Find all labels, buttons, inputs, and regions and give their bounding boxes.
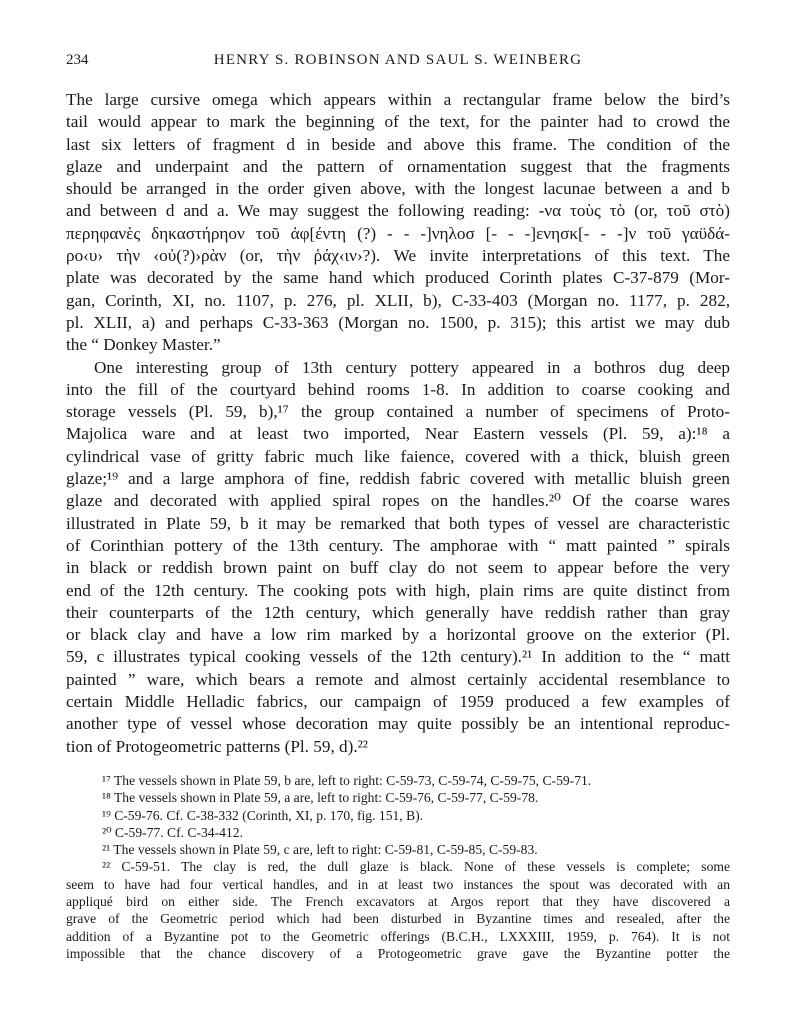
text-line: Majolica ware and at least two imported, Near Eastern vessels (Pl. 59, a):¹⁸ a xyxy=(66,424,730,444)
text-line: tion of Protogeometric patterns (Pl. 59, d).²² xyxy=(66,736,368,756)
text-line: gan, Corinth, XI, no. 1107, p. 276, pl. XLII, b), C-33-403 (Morgan no. 1177, p. 282, xyxy=(66,290,730,310)
footnote: ²¹ The vessels shown in Plate 59, c are, left to right: C-59-81, C-59-85, C-59-83. xyxy=(102,842,538,858)
text-line: last six letters of fragment d in beside and above this frame. The condition of the xyxy=(66,134,730,154)
text-line: should be arranged in the order given above, with the longest lacunae between a and b xyxy=(66,179,730,199)
footnotes xyxy=(66,772,730,962)
text-line: ρο‹υ› τὴν ‹οὐ(?)›ρὰν (or, τὴν ῥάχ‹ιν›?). We invite interpretations of this text. The xyxy=(66,246,730,266)
text-line: end of the 12th century. The cooking pots with high, plain rims are quite distinct from xyxy=(66,580,730,600)
page-header xyxy=(66,52,730,74)
text-line: cylindrical vase of gritty fabric much like faience, covered with a thick, bluish green xyxy=(66,446,730,466)
text-line: certain Middle Helladic fabrics, our campaign of 1959 produced a few examples of xyxy=(66,692,730,712)
text-line: One interesting group of 13th century pottery appeared in a bothros dug deep xyxy=(94,357,730,377)
text-line: περηφανὲς δηκαστήρηον τοῦ ἀφ[έντη (?) - - -]νηλοσ [- - -]ενησκ[- - -]ν τοῦ γαϋδά- xyxy=(66,223,730,243)
body-text xyxy=(66,89,730,758)
text-line: glaze and underpaint and the pattern of ornamentation suggest that the fragments xyxy=(66,156,730,176)
text-line: in black or reddish brown paint on buff clay do not seem to appear before the very xyxy=(66,558,730,578)
text-line: storage vessels (Pl. 59, b),¹⁷ the group contained a number of specimens of Proto- xyxy=(66,402,730,422)
text-line: another type of vessel whose decoration may quite possibly be an intentional reproduc- xyxy=(66,714,730,734)
text-line: plate was decorated by the same hand which produced Corinth plates C-37-879 (Mor- xyxy=(66,268,730,288)
running-head: HENRY S. ROBINSON AND SAUL S. WEINBERG xyxy=(213,52,583,68)
footnote-continuation: impossible that the chance discovery of a Protogeometric grave gave the Byzantine potter the xyxy=(66,945,730,961)
footnote: ²² C-59-51. The clay is red, the dull glaze is black. None of these vessels is complete; some xyxy=(102,859,730,875)
text-line: and between d and a. We may suggest the following reading: -να τοὺς τὸ (or, τοῦ στὸ) xyxy=(66,201,730,221)
footnote: ¹⁹ C-59-76. Cf. C-38-332 (Corinth, XI, p. 170, fig. 151, B). xyxy=(102,807,424,823)
text-line: their counterparts of the 12th century, which generally have reddish rather than gray xyxy=(66,602,730,622)
text-line: tail would appear to mark the beginning of the text, for the painter had to crowd the xyxy=(66,112,730,132)
text-line: 59, c illustrates typical cooking vessels of the 12th century).²¹ In addition to the “ matt xyxy=(66,647,730,667)
footnote-continuation: addition of a Byzantine pot to the Geometric offerings (B.C.H., LXXXIII, 1959, p. 764). It is not xyxy=(66,928,730,944)
footnote: ²⁰ C-59-77. Cf. C-34-412. xyxy=(102,824,243,840)
text-line: illustrated in Plate 59, b it may be remarked that both types of vessel are characteristic xyxy=(66,513,730,533)
page-number: 234 xyxy=(66,52,89,68)
text-line: or black clay and have a low rim marked by a horizontal groove on the exterior (Pl. xyxy=(66,625,730,645)
text-line: glaze and decorated with applied spiral ropes on the handles.²⁰ Of the coarse wares xyxy=(66,491,730,511)
text-line: The large cursive omega which appears within a rectangular frame below the bird’s xyxy=(66,90,730,109)
text-line: pl. XLII, a) and perhaps C-33-363 (Morgan no. 1500, p. 315); this artist we may dub xyxy=(66,312,730,332)
footnote-continuation: grave of the Geometric period which had been disturbed in Byzantine times and resealed, after the xyxy=(66,911,730,927)
text-line: the “ Donkey Master.” xyxy=(66,335,221,355)
footnote-continuation: seem to have had four vertical handles, and in at least two instances the spout was decorated with an xyxy=(66,876,730,892)
footnote-continuation: appliqué bird on either side. The French excavators at Argos report that they have discovered a xyxy=(66,894,730,910)
text-line: of Corinthian pottery of the 13th century. The amphorae with “ matt painted ” spirals xyxy=(66,535,730,555)
text-line: glaze;¹⁹ and a large amphora of fine, reddish fabric covered with metallic bluish green xyxy=(66,469,730,489)
footnote: ¹⁷ The vessels shown in Plate 59, b are, left to right: C-59-73, C-59-74, C-59-75, C-59-71. xyxy=(102,773,592,788)
text-line: into the fill of the courtyard behind rooms 1-8. In addition to coarse cooking and xyxy=(66,379,730,399)
text-line: painted ” ware, which bears a remote and almost certainly accidental resemblance to xyxy=(66,669,730,689)
footnote: ¹⁸ The vessels shown in Plate 59, a are, left to right: C-59-76, C-59-77, C-59-78. xyxy=(102,790,539,806)
